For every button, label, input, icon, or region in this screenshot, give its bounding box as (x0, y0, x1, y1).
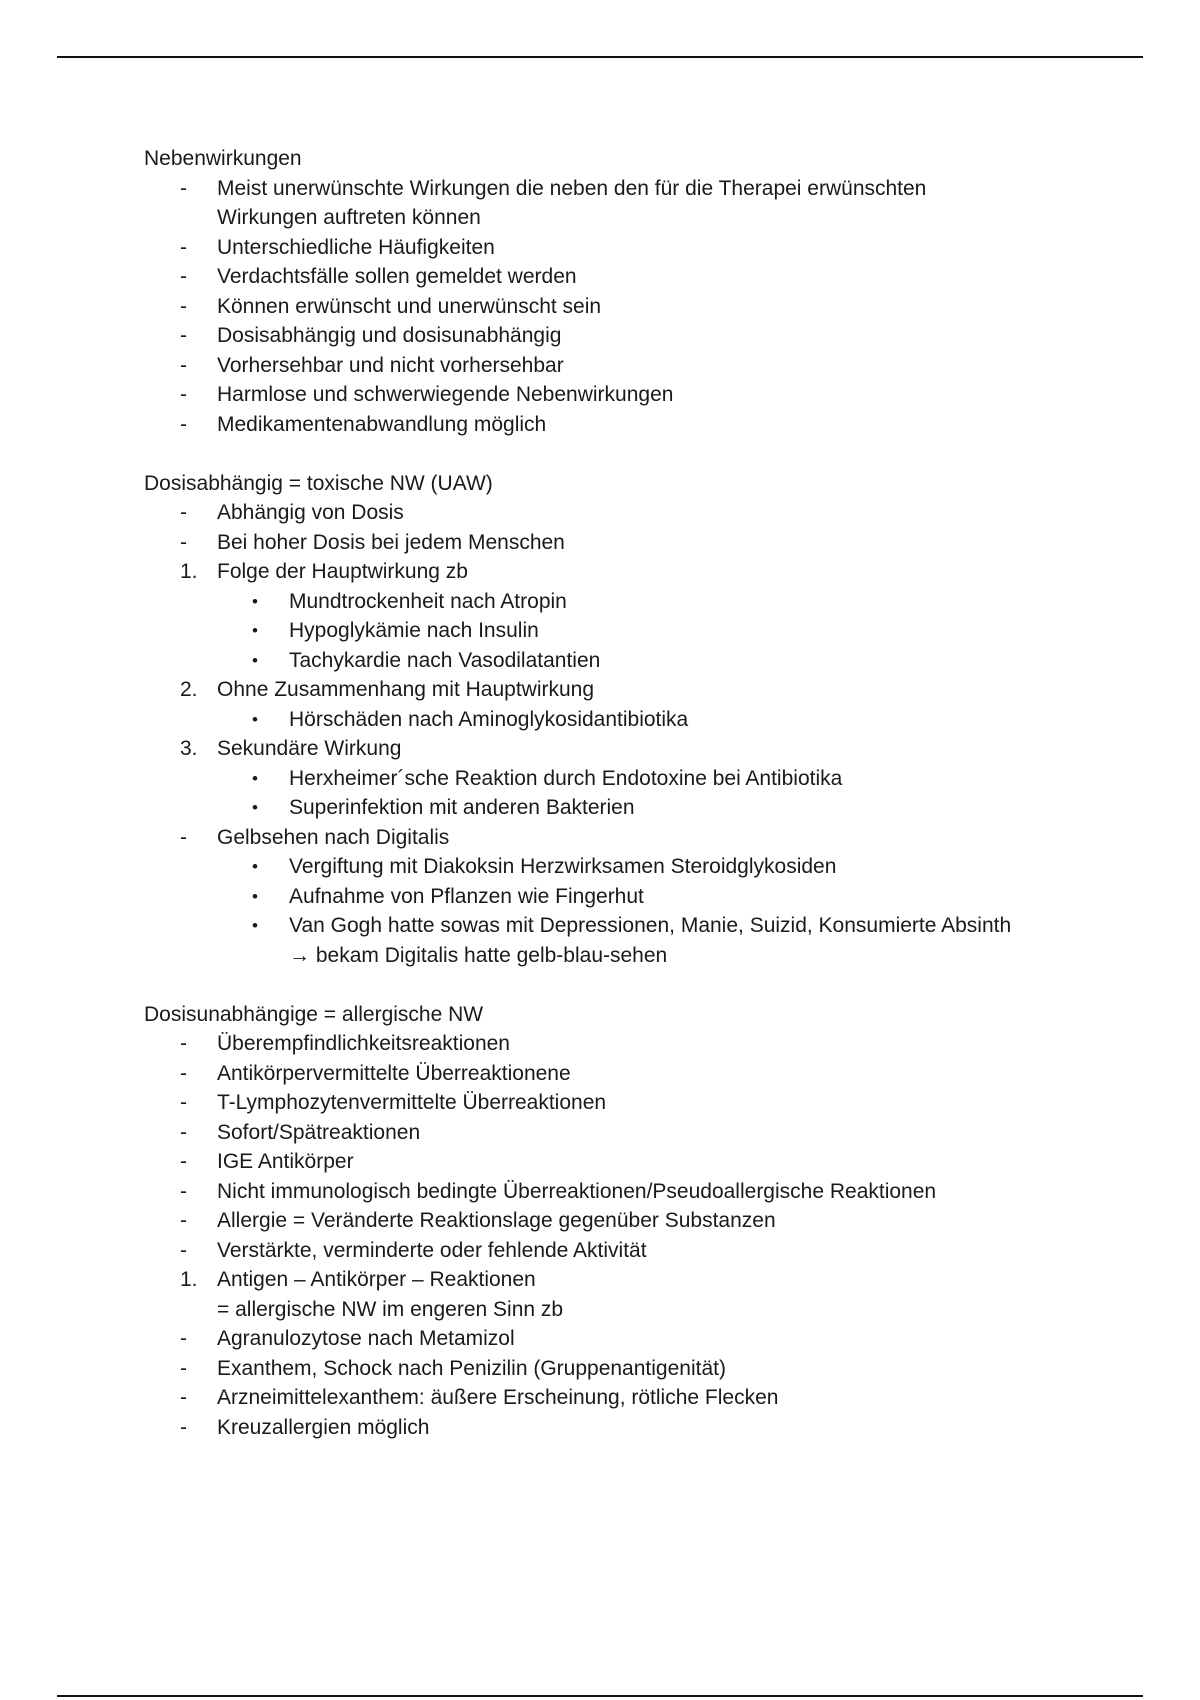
list-item (144, 1147, 1144, 1177)
list-marker: - (180, 412, 187, 436)
list-item (144, 823, 1144, 853)
list-item-text: Medikamentenabwandlung möglich (217, 412, 547, 436)
list-item-text: Nicht immunologisch bedingte Überreaktionen/Pseudoallergische Reaktionen (217, 1179, 937, 1203)
list-marker: - (180, 1386, 187, 1409)
list-item-text: Folge der Hauptwirkung zb (217, 560, 468, 583)
list-item (144, 1059, 1144, 1089)
list-item (144, 1383, 1144, 1413)
list-marker: - (180, 1327, 187, 1350)
list-item-text: Aufnahme von Pflanzen wie Fingerhut (289, 884, 644, 908)
bullet-marker: • (252, 650, 258, 670)
list-marker: 1. (180, 1268, 198, 1291)
list-item (144, 321, 1144, 351)
list-item (144, 587, 1144, 617)
list-item-text: IGE Antikörper (217, 1150, 354, 1173)
list-item-text: Herxheimer´sche Reaktion durch Endotoxine bei Antibiotika (289, 766, 843, 790)
list-item (144, 233, 1144, 263)
list-item (144, 292, 1144, 322)
list-marker: - (180, 501, 187, 524)
list-marker: - (180, 530, 187, 554)
list-marker: - (180, 1209, 187, 1232)
bullet-marker: • (252, 709, 258, 729)
list-item (144, 646, 1144, 676)
list-item (144, 882, 1144, 912)
list-item (144, 410, 1144, 440)
list-item-text: Dosisabhängig und dosisunabhängig (217, 324, 562, 347)
section (144, 469, 1144, 971)
list-item-text: Hörschäden nach Aminoglykosidantibiotika (289, 707, 689, 731)
list-marker: - (180, 383, 187, 406)
list-marker: 2. (180, 678, 198, 701)
list-marker: 3. (180, 737, 198, 760)
list-item (144, 1265, 1144, 1295)
section-spacer (144, 970, 1144, 1000)
list-item-text: Bei hoher Dosis bei jedem Menschen (217, 530, 565, 554)
list-item (144, 557, 1144, 587)
list-item-text: Meist unerwünschte Wirkungen die neben den für die Therapei erwünschten (217, 176, 927, 200)
list-marker: - (180, 353, 187, 377)
bullet-marker: • (252, 591, 258, 611)
header-rule (57, 56, 1143, 58)
bullet-marker: • (252, 857, 258, 876)
list-marker: - (180, 825, 187, 849)
list-item (144, 734, 1144, 764)
list-marker: - (180, 1238, 187, 1262)
list-item-text: Harmlose und schwerwiegende Nebenwirkungen (217, 383, 674, 406)
list-item-text: Ohne Zusammenhang mit Hauptwirkung (217, 678, 595, 701)
list-item (144, 262, 1144, 292)
list-item-text: Tachykardie nach Vasodilatantien (289, 648, 601, 672)
list-marker: - (180, 324, 187, 347)
list-item (144, 528, 1144, 558)
section-heading: Dosisabhängig = toxische NW (UAW) (144, 471, 493, 495)
list-marker: - (180, 1061, 187, 1085)
list-item-text: Abhängig von Dosis (217, 501, 404, 524)
list-item (144, 675, 1144, 705)
list-item-continuation: Wirkungen auftreten können (217, 206, 481, 229)
list-item-continuation: → bekam Digitalis hatte gelb-blau-sehen (289, 943, 668, 967)
list-item (144, 351, 1144, 381)
section-heading: Dosisunabhängige = allergische NW (144, 1002, 484, 1026)
section-spacer (144, 439, 1144, 469)
list-item-text: Sofort/Spätreaktionen (217, 1120, 421, 1144)
bullet-marker: • (252, 798, 258, 817)
list-marker: 1. (180, 560, 198, 583)
list-item (144, 1236, 1144, 1266)
list-marker: - (180, 1091, 187, 1114)
list-marker: - (180, 1415, 187, 1439)
list-item-text: Sekundäre Wirkung (217, 737, 402, 760)
list-item-text: Vergiftung mit Diakoksin Herzwirksamen Steroidglykosiden (289, 855, 837, 878)
list-item (144, 911, 1144, 941)
list-item (144, 616, 1144, 646)
list-item (144, 174, 1144, 204)
bullet-marker: • (252, 621, 258, 640)
list-item-text: Kreuzallergien möglich (217, 1415, 430, 1439)
list-item (144, 1088, 1144, 1118)
bullet-marker: • (252, 768, 258, 788)
document-body (144, 144, 1144, 1442)
list-item-text: Exanthem, Schock nach Penizilin (Gruppenantigenität) (217, 1356, 726, 1380)
list-item-text: Verstärkte, verminderte oder fehlende Aktivität (217, 1238, 647, 1262)
section-heading: Nebenwirkungen (144, 147, 302, 170)
list-item (144, 705, 1144, 735)
list-item (144, 1413, 1144, 1443)
list-marker: - (180, 294, 187, 318)
list-item (144, 1118, 1144, 1148)
list-item-text: Arzneimittelexanthem: äußere Erscheinung, rötliche Flecken (217, 1386, 779, 1409)
list-item (144, 1029, 1144, 1059)
list-marker: - (180, 235, 187, 259)
list-item-text: Unterschiedliche Häufigkeiten (217, 235, 495, 259)
list-marker: - (180, 176, 187, 200)
list-item-text: T-Lymphozytenvermittelte Überreaktionen (217, 1091, 607, 1114)
bullet-marker: • (252, 916, 258, 935)
list-item-text: Gelbsehen nach Digitalis (217, 825, 450, 849)
list-item-text: Van Gogh hatte sowas mit Depressionen, Manie, Suizid, Konsumierte Absinth (289, 914, 1012, 937)
list-item-text: Agranulozytose nach Metamizol (217, 1327, 515, 1350)
list-item-text: Antigen – Antikörper – Reaktionen (217, 1268, 536, 1291)
list-item (144, 1177, 1144, 1207)
list-item-text: Antikörpervermittelte Überreaktionene (217, 1061, 571, 1085)
list-item (144, 1354, 1144, 1384)
list-item (144, 498, 1144, 528)
bullet-marker: • (252, 886, 258, 906)
list-marker: - (180, 1150, 187, 1173)
section (144, 144, 1144, 439)
list-item-text: Superinfektion mit anderen Bakterien (289, 796, 635, 819)
list-item-text: Vorhersehbar und nicht vorhersehbar (217, 353, 564, 377)
list-marker: - (180, 1179, 187, 1203)
list-item-text: Allergie = Veränderte Reaktionslage gegenüber Substanzen (217, 1209, 776, 1232)
list-item (144, 764, 1144, 794)
list-marker: - (180, 265, 187, 288)
list-item-text: Hypoglykämie nach Insulin (289, 619, 539, 642)
list-item (144, 793, 1144, 823)
list-item (144, 380, 1144, 410)
list-item-continuation: = allergische NW im engeren Sinn zb (217, 1297, 564, 1321)
list-item-text: Können erwünscht und unerwünscht sein (217, 294, 602, 318)
list-marker: - (180, 1032, 187, 1055)
list-marker: - (180, 1120, 187, 1144)
list-item (144, 852, 1144, 882)
section (144, 1000, 1144, 1443)
footer-rule (57, 1695, 1143, 1697)
list-item-text: Überempfindlichkeitsreaktionen (217, 1032, 510, 1055)
list-item (144, 1206, 1144, 1236)
list-marker: - (180, 1356, 187, 1380)
list-item (144, 1324, 1144, 1354)
list-item-text: Mundtrockenheit nach Atropin (289, 589, 567, 613)
list-item-text: Verdachtsfälle sollen gemeldet werden (217, 265, 577, 288)
